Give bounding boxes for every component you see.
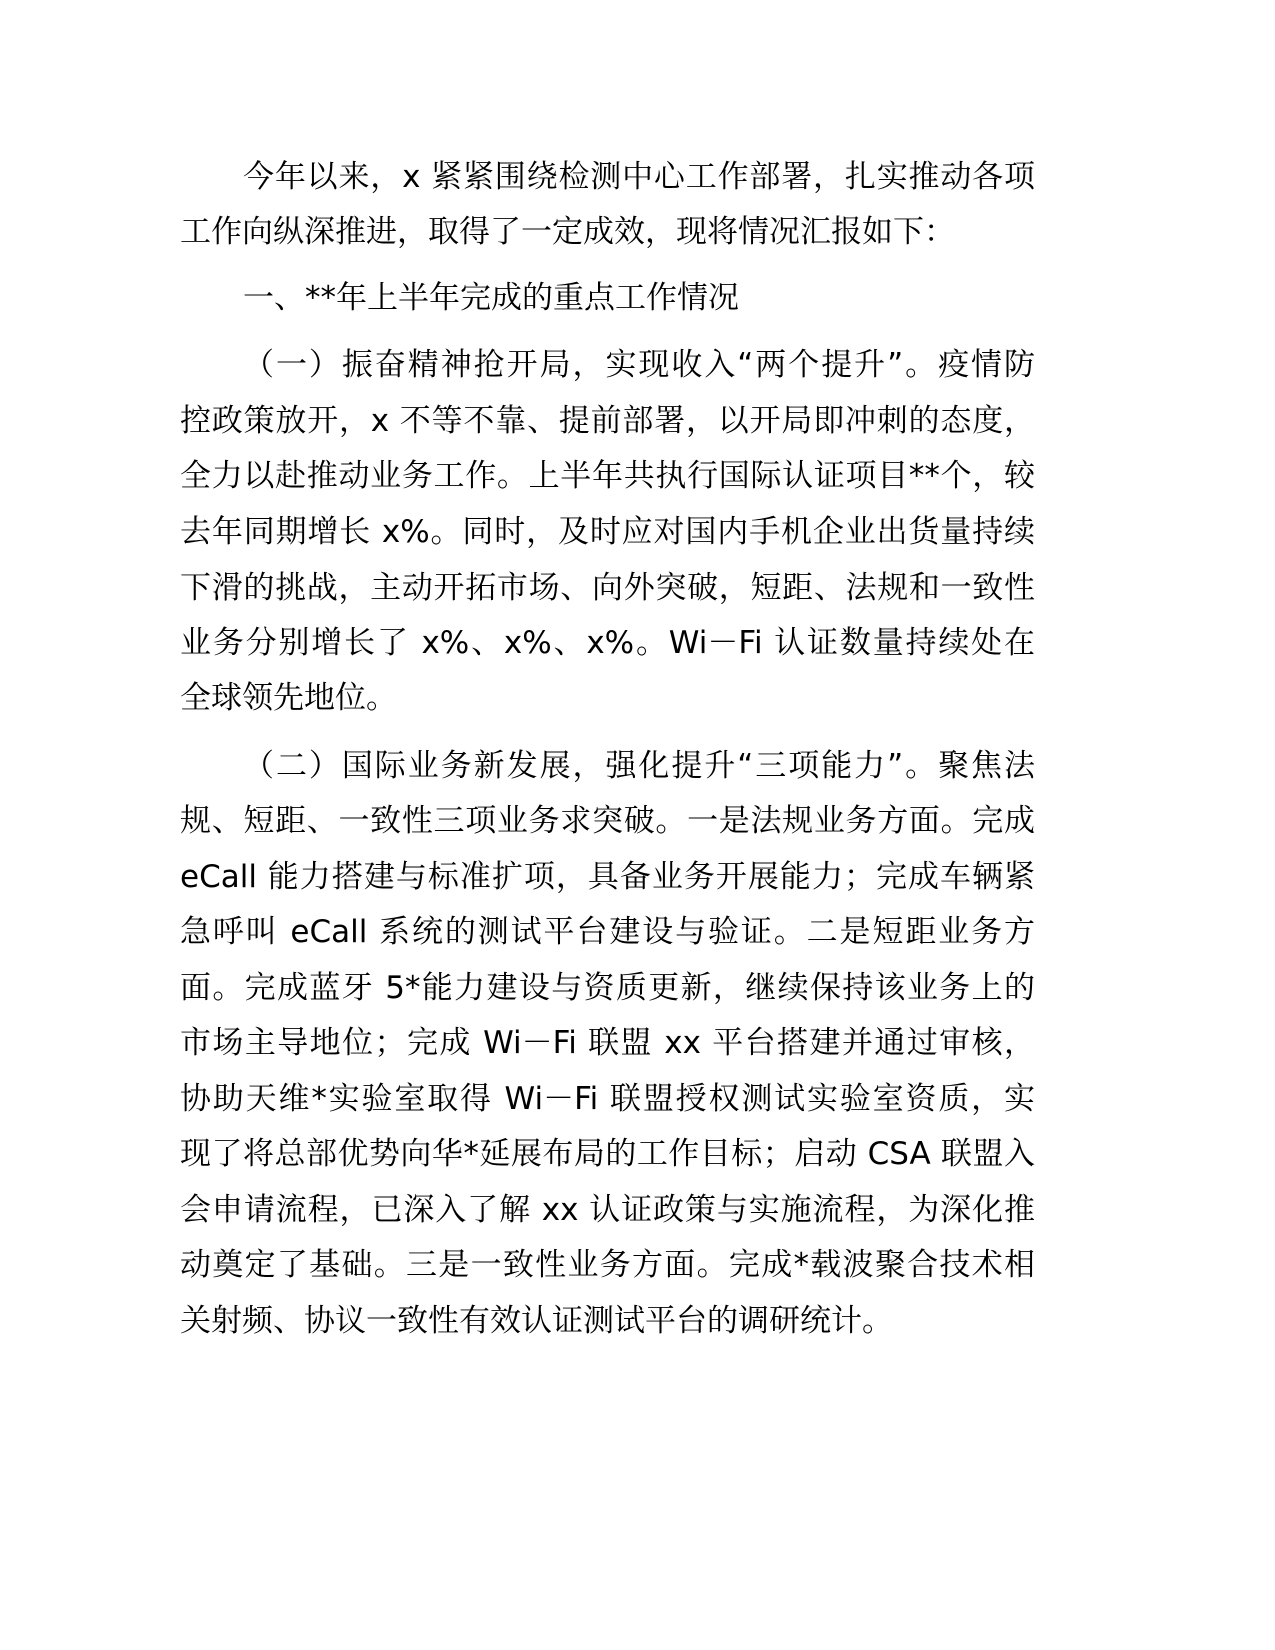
paragraph-line: 全球领先地位。 xyxy=(180,680,397,716)
paragraph-line: 动奠定了基础。三是一致性业务方面。完成*载波聚合技术相 xyxy=(180,1247,1035,1283)
paragraph-line: 急呼叫 eCall 系统的测试平台建设与验证。二是短距业务方 xyxy=(180,914,1035,950)
paragraph-line: 全力以赴推动业务工作。上半年共执行国际认证项目**个，较 xyxy=(180,458,1035,494)
paragraph-line: 去年同期增长 x%。同时，及时应对国内手机企业出货量持续 xyxy=(180,514,1035,550)
paragraph-line: 关射频、协议一致性有效认证测试平台的调研统计。 xyxy=(180,1303,893,1339)
paragraph-line: （二）国际业务新发展，强化提升“三项能力”。聚焦法 xyxy=(243,748,1035,784)
paragraph-line: 规、短距、一致性三项业务求突破。一是法规业务方面。完成 xyxy=(180,803,1035,839)
paragraph-line: 工作向纵深推进，取得了一定成效，现将情况汇报如下： xyxy=(180,214,955,250)
paragraph-line: 下滑的挑战，主动开拓市场、向外突破，短距、法规和一致性 xyxy=(180,570,1035,606)
paragraph-line: 业务分别增长了 x%、x%、x%。Wi－Fi 认证数量持续处在 xyxy=(180,625,1035,661)
section-heading: 一、**年上半年完成的重点工作情况 xyxy=(243,280,739,316)
paragraph-line: 协助天维*实验室取得 Wi－Fi 联盟授权测试实验室资质，实 xyxy=(180,1081,1035,1117)
paragraph-line: 控政策放开，x 不等不靠、提前部署，以开局即冲刺的态度， xyxy=(180,403,1035,439)
paragraph-line: 市场主导地位；完成 Wi－Fi 联盟 xx 平台搭建并通过审核， xyxy=(180,1025,1035,1061)
paragraph-line: （一）振奋精神抢开局，实现收入“两个提升”。疫情防 xyxy=(243,347,1035,383)
paragraph-line: 现了将总部优势向华*延展布局的工作目标；启动 CSA 联盟入 xyxy=(180,1136,1035,1172)
paragraph-line: 今年以来，x 紧紧围绕检测中心工作部署，扎实推动各项 xyxy=(243,159,1035,195)
paragraph-line: eCall 能力搭建与标准扩项，具备业务开展能力；完成车辆紧 xyxy=(180,859,1035,895)
paragraph-line: 会申请流程，已深入了解 xx 认证政策与实施流程，为深化推 xyxy=(180,1192,1035,1228)
paragraph-line: 面。完成蓝牙 5*能力建设与资质更新，继续保持该业务上的 xyxy=(180,970,1035,1006)
